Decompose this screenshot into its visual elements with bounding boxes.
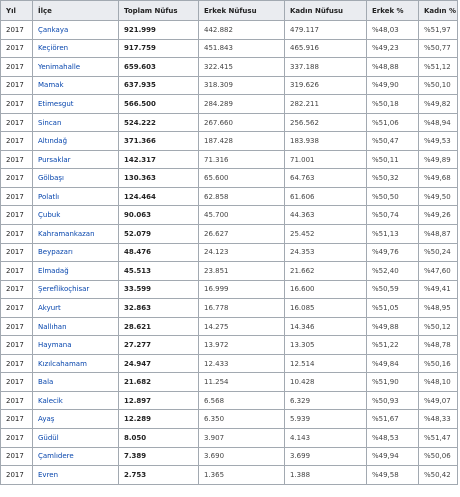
female-population-cell: 12.514 — [285, 354, 367, 373]
female-percent-cell: %50,06 — [419, 447, 458, 466]
male-population-cell: 267.660 — [199, 113, 285, 132]
total-population-cell: 33.599 — [119, 280, 199, 299]
district-link[interactable]: Etimesgut — [33, 95, 119, 114]
female-percent-cell: %50,10 — [419, 76, 458, 95]
female-population-cell: 21.662 — [285, 262, 367, 281]
male-population-cell: 11.254 — [199, 373, 285, 392]
year-cell: 2017 — [1, 76, 33, 95]
table-row — [1, 429, 458, 448]
female-percent-cell: %51,12 — [419, 58, 458, 77]
year-cell: 2017 — [1, 225, 33, 244]
table-row — [1, 21, 458, 40]
male-percent-cell: %51,05 — [367, 299, 419, 318]
district-link[interactable]: Yenimahalle — [33, 58, 119, 77]
year-cell: 2017 — [1, 39, 33, 58]
female-percent-cell: %48,33 — [419, 410, 458, 429]
male-population-cell: 6.350 — [199, 410, 285, 429]
district-link[interactable]: Çubuk — [33, 206, 119, 225]
female-percent-cell: %48,87 — [419, 225, 458, 244]
female-population-cell: 24.353 — [285, 243, 367, 262]
female-percent-cell: %50,16 — [419, 354, 458, 373]
district-link[interactable]: Bala — [33, 373, 119, 392]
district-link[interactable]: Kızılcahamam — [33, 354, 119, 373]
male-percent-cell: %52,40 — [367, 262, 419, 281]
female-percent-cell: %48,94 — [419, 113, 458, 132]
year-cell: 2017 — [1, 354, 33, 373]
male-population-cell: 12.433 — [199, 354, 285, 373]
total-population-cell: 45.513 — [119, 262, 199, 281]
female-population-cell: 465.916 — [285, 39, 367, 58]
table-row — [1, 76, 458, 95]
table-row — [1, 39, 458, 58]
year-cell: 2017 — [1, 466, 33, 485]
year-cell: 2017 — [1, 299, 33, 318]
female-population-cell: 4.143 — [285, 429, 367, 448]
female-percent-header[interactable]: Kadın % — [419, 1, 458, 21]
district-header[interactable]: İlçe — [33, 1, 119, 21]
district-link[interactable]: Güdül — [33, 429, 119, 448]
total-population-cell: 124.464 — [119, 187, 199, 206]
year-cell: 2017 — [1, 336, 33, 355]
year-cell: 2017 — [1, 113, 33, 132]
table-row — [1, 336, 458, 355]
male-population-cell: 13.972 — [199, 336, 285, 355]
year-cell: 2017 — [1, 391, 33, 410]
district-link[interactable]: Elmadağ — [33, 262, 119, 281]
table-row — [1, 466, 458, 485]
female-percent-cell: %49,53 — [419, 132, 458, 151]
male-percent-cell: %51,13 — [367, 225, 419, 244]
female-percent-cell: %50,24 — [419, 243, 458, 262]
male-percent-cell: %49,76 — [367, 243, 419, 262]
male-population-cell: 451.843 — [199, 39, 285, 58]
male-population-cell: 16.778 — [199, 299, 285, 318]
male-percent-cell: %50,32 — [367, 169, 419, 188]
male-population-cell: 23.851 — [199, 262, 285, 281]
total-population-cell: 48.476 — [119, 243, 199, 262]
female-population-cell: 71.001 — [285, 150, 367, 169]
total-population-cell: 7.389 — [119, 447, 199, 466]
male-percent-cell: %49,23 — [367, 39, 419, 58]
male-percent-cell: %50,93 — [367, 391, 419, 410]
table-row — [1, 317, 458, 336]
year-cell: 2017 — [1, 429, 33, 448]
female-population-cell: 256.562 — [285, 113, 367, 132]
district-link[interactable]: Çamlıdere — [33, 447, 119, 466]
year-cell: 2017 — [1, 410, 33, 429]
total-population-cell: 524.222 — [119, 113, 199, 132]
male-population-cell: 65.600 — [199, 169, 285, 188]
year-cell: 2017 — [1, 58, 33, 77]
table-row — [1, 262, 458, 281]
table-row — [1, 280, 458, 299]
female-percent-cell: %49,50 — [419, 187, 458, 206]
table-row — [1, 225, 458, 244]
female-population-cell: 337.188 — [285, 58, 367, 77]
total-population-cell: 371.366 — [119, 132, 199, 151]
female-population-cell: 64.763 — [285, 169, 367, 188]
total-population-cell: 921.999 — [119, 21, 199, 40]
table-row — [1, 299, 458, 318]
female-population-cell: 14.346 — [285, 317, 367, 336]
female-percent-cell: %50,42 — [419, 466, 458, 485]
table-row — [1, 132, 458, 151]
total-population-cell: 566.500 — [119, 95, 199, 114]
female-population-cell: 1.388 — [285, 466, 367, 485]
year-cell: 2017 — [1, 21, 33, 40]
female-percent-cell: %48,10 — [419, 373, 458, 392]
male-percent-cell: %50,59 — [367, 280, 419, 299]
district-link[interactable]: Evren — [33, 466, 119, 485]
year-cell: 2017 — [1, 169, 33, 188]
district-link[interactable]: Beypazarı — [33, 243, 119, 262]
female-population-header[interactable]: Kadın Nüfusu — [285, 1, 367, 21]
female-percent-cell: %49,68 — [419, 169, 458, 188]
male-population-cell: 14.275 — [199, 317, 285, 336]
total-population-cell: 21.682 — [119, 373, 199, 392]
male-percent-cell: %50,74 — [367, 206, 419, 225]
district-link[interactable]: Polatlı — [33, 187, 119, 206]
male-population-cell: 6.568 — [199, 391, 285, 410]
district-link[interactable]: Akyurt — [33, 299, 119, 318]
table-row — [1, 95, 458, 114]
total-population-cell: 142.317 — [119, 150, 199, 169]
female-percent-cell: %49,07 — [419, 391, 458, 410]
district-link[interactable]: Sincan — [33, 113, 119, 132]
district-link[interactable]: Mamak — [33, 76, 119, 95]
total-population-cell: 52.079 — [119, 225, 199, 244]
table-row — [1, 187, 458, 206]
table-row — [1, 410, 458, 429]
female-population-cell: 6.329 — [285, 391, 367, 410]
male-population-cell: 284.289 — [199, 95, 285, 114]
male-percent-cell: %48,03 — [367, 21, 419, 40]
male-population-cell: 3.907 — [199, 429, 285, 448]
total-population-cell: 917.759 — [119, 39, 199, 58]
male-percent-cell: %49,94 — [367, 447, 419, 466]
year-cell: 2017 — [1, 243, 33, 262]
total-population-cell: 8.050 — [119, 429, 199, 448]
female-population-cell: 25.452 — [285, 225, 367, 244]
male-population-header[interactable]: Erkek Nüfusu — [199, 1, 285, 21]
male-percent-cell: %48,53 — [367, 429, 419, 448]
table-row — [1, 58, 458, 77]
female-population-cell: 13.305 — [285, 336, 367, 355]
table-row — [1, 354, 458, 373]
male-percent-cell: %49,88 — [367, 317, 419, 336]
male-population-cell: 45.700 — [199, 206, 285, 225]
year-cell: 2017 — [1, 280, 33, 299]
female-percent-cell: %49,82 — [419, 95, 458, 114]
male-population-cell: 318.309 — [199, 76, 285, 95]
total-population-cell: 12.289 — [119, 410, 199, 429]
male-percent-cell: %50,18 — [367, 95, 419, 114]
district-link[interactable]: Keçiören — [33, 39, 119, 58]
table-row — [1, 113, 458, 132]
female-percent-cell: %51,97 — [419, 21, 458, 40]
male-population-cell: 322.415 — [199, 58, 285, 77]
male-population-cell: 24.123 — [199, 243, 285, 262]
female-population-cell: 5.939 — [285, 410, 367, 429]
year-cell: 2017 — [1, 373, 33, 392]
male-population-cell: 3.690 — [199, 447, 285, 466]
male-percent-cell: %50,47 — [367, 132, 419, 151]
district-link[interactable]: Çankaya — [33, 21, 119, 40]
total-population-cell: 24.947 — [119, 354, 199, 373]
male-percent-header[interactable]: Erkek % — [367, 1, 419, 21]
female-population-cell: 3.699 — [285, 447, 367, 466]
total-population-cell: 32.863 — [119, 299, 199, 318]
male-percent-cell: %51,67 — [367, 410, 419, 429]
male-population-cell: 71.316 — [199, 150, 285, 169]
table-row — [1, 243, 458, 262]
female-population-cell: 319.626 — [285, 76, 367, 95]
female-population-cell: 16.600 — [285, 280, 367, 299]
year-cell: 2017 — [1, 206, 33, 225]
table-row — [1, 373, 458, 392]
female-percent-cell: %51,47 — [419, 429, 458, 448]
district-link[interactable]: Kalecik — [33, 391, 119, 410]
male-percent-cell: %50,50 — [367, 187, 419, 206]
male-percent-cell: %48,88 — [367, 58, 419, 77]
table-row — [1, 206, 458, 225]
total-population-cell: 659.603 — [119, 58, 199, 77]
year-cell: 2017 — [1, 95, 33, 114]
table-row — [1, 391, 458, 410]
female-population-cell: 10.428 — [285, 373, 367, 392]
district-link[interactable]: Gölbaşı — [33, 169, 119, 188]
year-cell: 2017 — [1, 132, 33, 151]
male-population-cell: 62.858 — [199, 187, 285, 206]
female-population-cell: 44.363 — [285, 206, 367, 225]
total-population-cell: 2.753 — [119, 466, 199, 485]
district-link[interactable]: Altındağ — [33, 132, 119, 151]
year-cell: 2017 — [1, 447, 33, 466]
male-percent-cell: %51,06 — [367, 113, 419, 132]
male-percent-cell: %49,90 — [367, 76, 419, 95]
total-population-cell: 12.897 — [119, 391, 199, 410]
table-row — [1, 150, 458, 169]
female-population-cell: 282.211 — [285, 95, 367, 114]
female-percent-cell: %48,95 — [419, 299, 458, 318]
district-link[interactable]: Pursaklar — [33, 150, 119, 169]
year-cell: 2017 — [1, 150, 33, 169]
female-percent-cell: %49,41 — [419, 280, 458, 299]
female-population-cell: 479.117 — [285, 21, 367, 40]
header-row — [1, 1, 458, 21]
total-population-header[interactable]: Toplam Nüfus — [119, 1, 199, 21]
male-percent-cell: %50,11 — [367, 150, 419, 169]
male-population-cell: 16.999 — [199, 280, 285, 299]
total-population-cell: 90.063 — [119, 206, 199, 225]
year-header[interactable]: Yıl — [1, 1, 33, 21]
female-percent-cell: %48,78 — [419, 336, 458, 355]
total-population-cell: 27.277 — [119, 336, 199, 355]
total-population-cell: 130.363 — [119, 169, 199, 188]
male-percent-cell: %51,22 — [367, 336, 419, 355]
female-percent-cell: %50,12 — [419, 317, 458, 336]
male-population-cell: 187.428 — [199, 132, 285, 151]
district-link[interactable]: Haymana — [33, 336, 119, 355]
female-population-cell: 61.606 — [285, 187, 367, 206]
table-row — [1, 447, 458, 466]
year-cell: 2017 — [1, 317, 33, 336]
male-percent-cell: %49,84 — [367, 354, 419, 373]
female-population-cell: 16.085 — [285, 299, 367, 318]
female-percent-cell: %49,26 — [419, 206, 458, 225]
male-percent-cell: %51,90 — [367, 373, 419, 392]
female-percent-cell: %49,89 — [419, 150, 458, 169]
male-population-cell: 442.882 — [199, 21, 285, 40]
table-body — [1, 21, 458, 485]
total-population-cell: 637.935 — [119, 76, 199, 95]
district-link[interactable]: Nallıhan — [33, 317, 119, 336]
district-link[interactable]: Ayaş — [33, 410, 119, 429]
male-population-cell: 1.365 — [199, 466, 285, 485]
table-row — [1, 169, 458, 188]
male-population-cell: 26.627 — [199, 225, 285, 244]
female-percent-cell: %47,60 — [419, 262, 458, 281]
total-population-cell: 28.621 — [119, 317, 199, 336]
district-link[interactable]: Şereflikoçhisar — [33, 280, 119, 299]
year-cell: 2017 — [1, 187, 33, 206]
female-population-cell: 183.938 — [285, 132, 367, 151]
district-link[interactable]: Kahramankazan — [33, 225, 119, 244]
year-cell: 2017 — [1, 262, 33, 281]
female-percent-cell: %50,77 — [419, 39, 458, 58]
male-percent-cell: %49,58 — [367, 466, 419, 485]
